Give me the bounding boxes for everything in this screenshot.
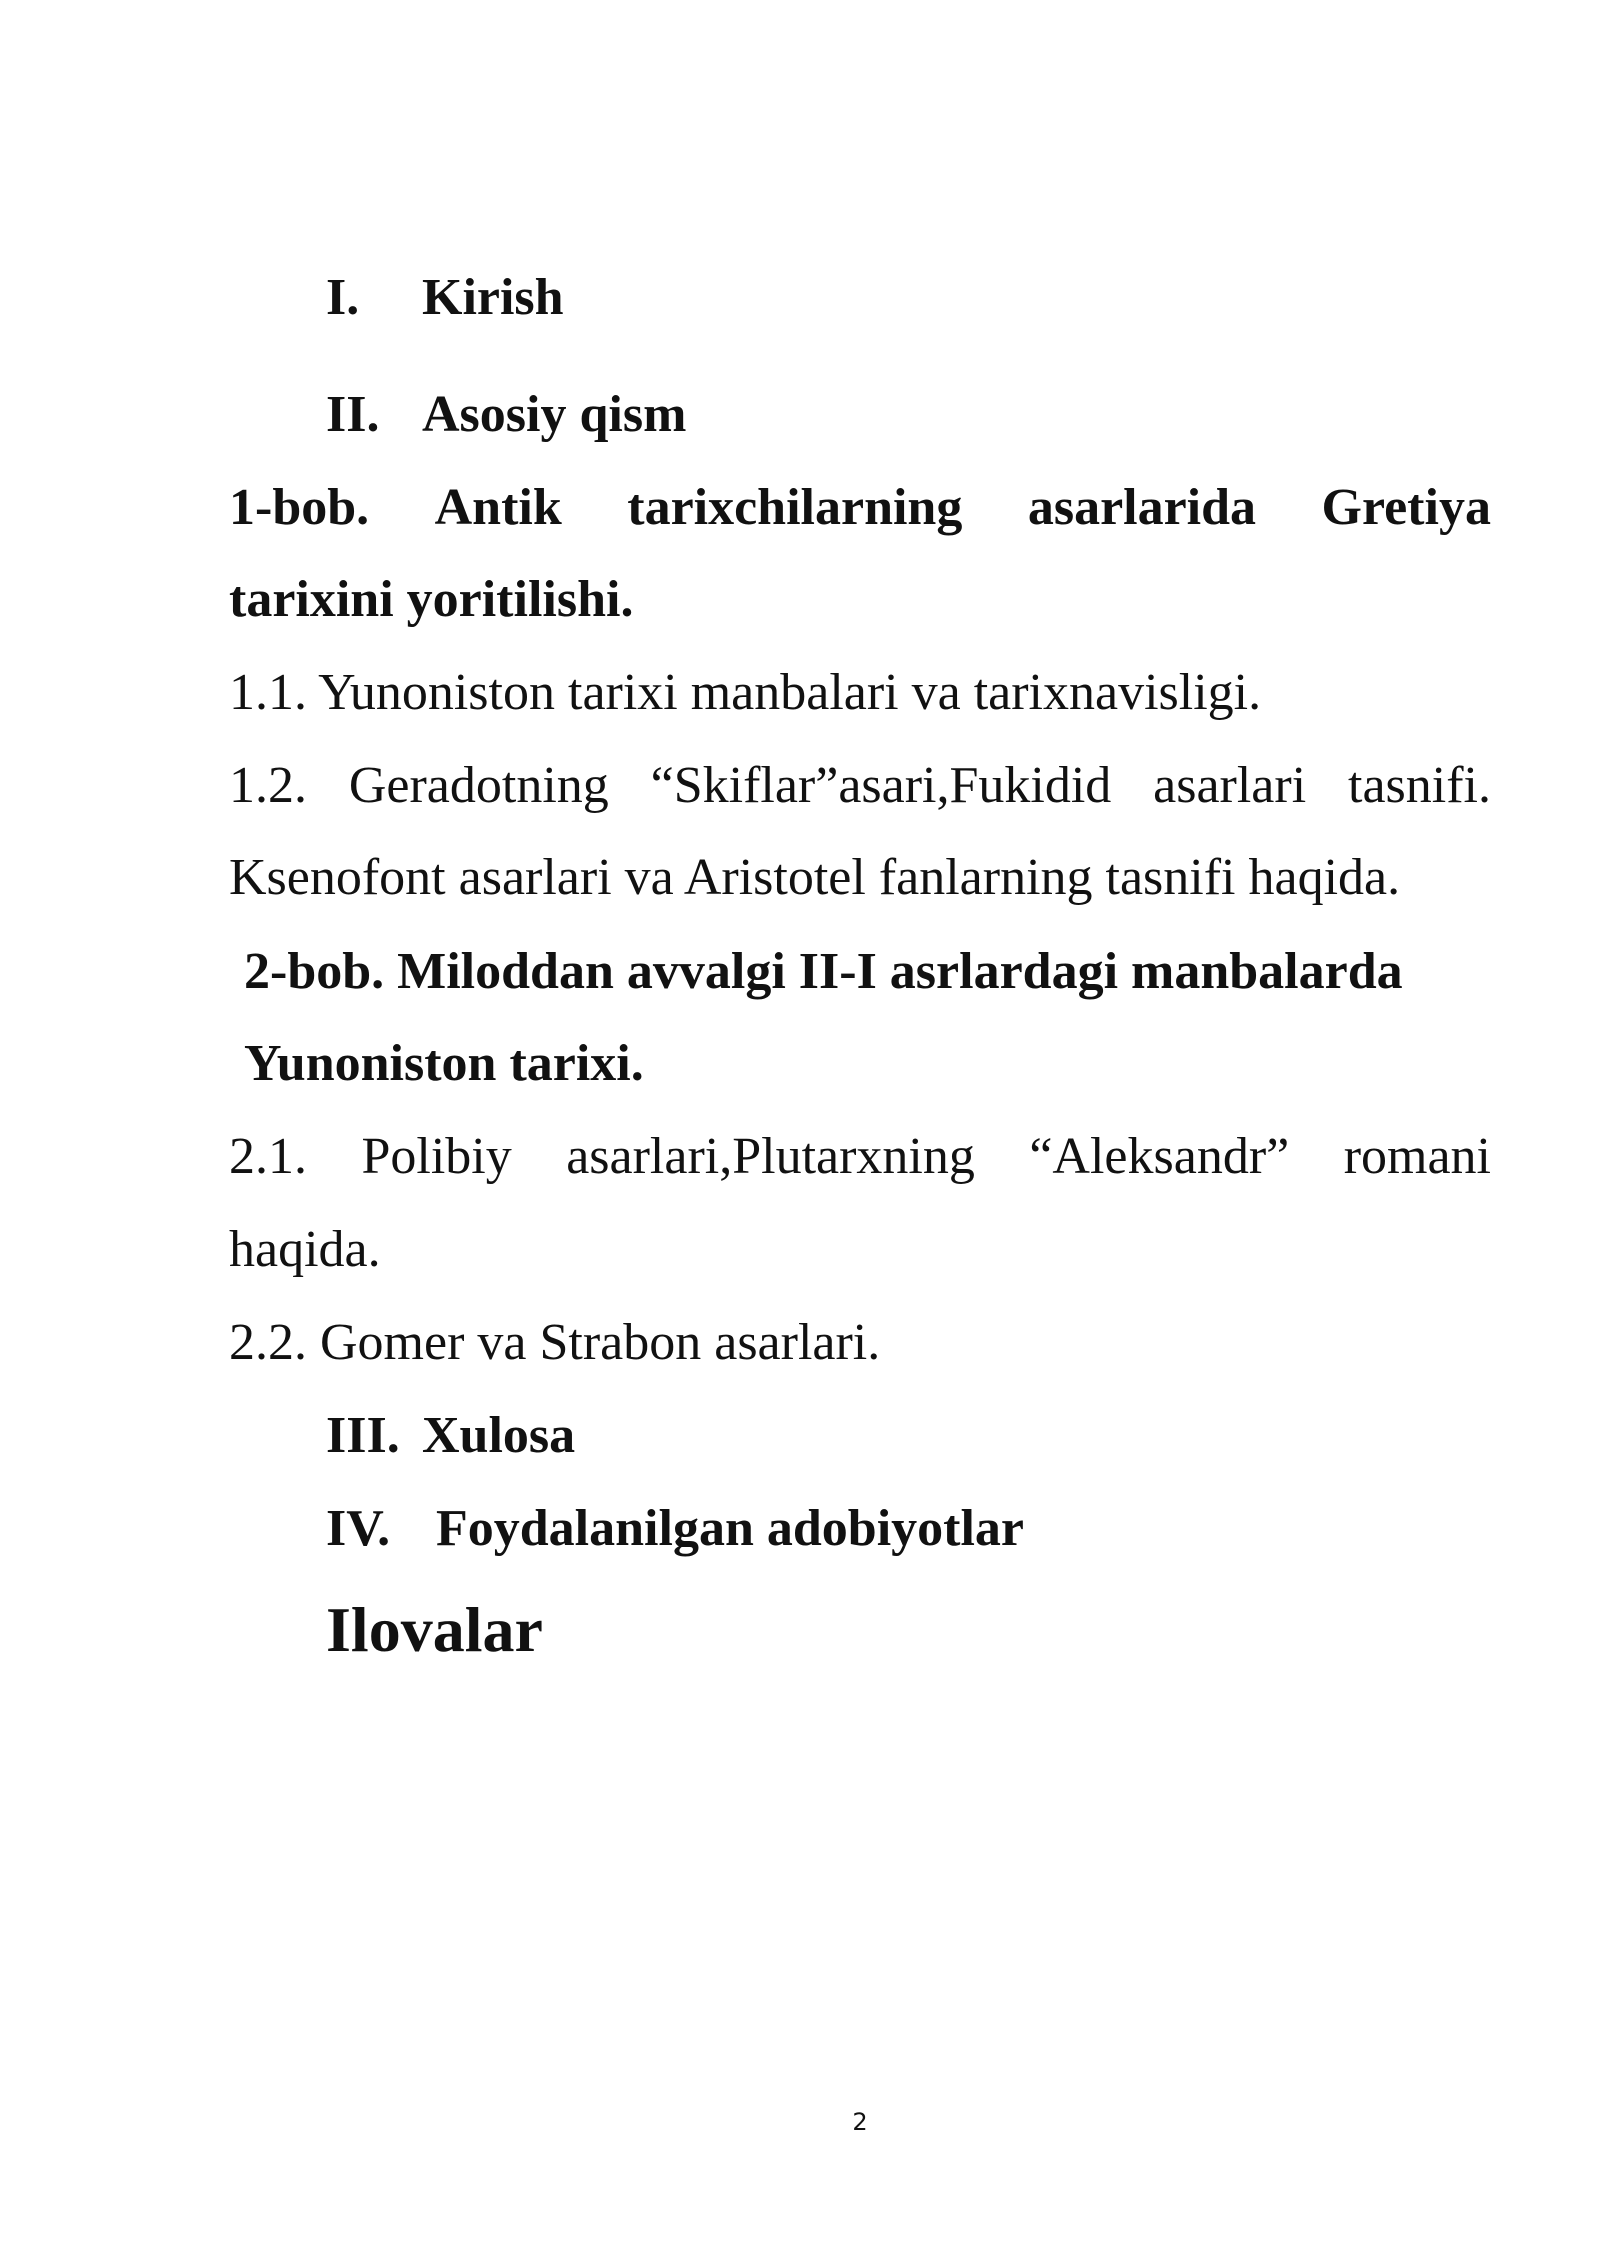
- toc-item-xulosa: [326, 1406, 575, 1466]
- word: tasnifi.: [1348, 757, 1491, 814]
- word: Gretiya: [1321, 479, 1491, 536]
- chapter-1-heading-line-2: tarixini yoritilishi.: [229, 571, 634, 628]
- chapter-2-heading-line-1: 2-bob. Miloddan avvalgi II-I asrlardagi manbalarda: [244, 943, 1403, 1000]
- word: romani: [1343, 1128, 1491, 1185]
- word: Antik: [434, 479, 562, 536]
- word: 1-bob.: [229, 479, 370, 536]
- chapter-1-heading-line-1: [229, 478, 1491, 538]
- word: asarlarida: [1027, 479, 1257, 536]
- page-number: 2: [852, 2108, 868, 2136]
- section-2-2: 2.2. Gomer va Strabon asarlari.: [229, 1314, 881, 1371]
- toc-numeral: I.: [326, 269, 360, 326]
- toc-label: Foydalanilgan adobiyotlar: [436, 1500, 1024, 1557]
- word: “Aleksandr”: [1029, 1128, 1290, 1185]
- toc-label: Xulosa: [422, 1407, 576, 1464]
- toc-item-foydalanilgan-adobiyotlar: [326, 1499, 1024, 1559]
- toc-numeral: IV.: [326, 1500, 391, 1557]
- toc-numeral: III.: [326, 1407, 400, 1464]
- section-1-1: 1.1. Yunoniston tarixi manbalari va tarixnavisligi.: [229, 664, 1262, 721]
- word: asarlari: [1153, 757, 1307, 814]
- word: tarixchilarning: [627, 479, 963, 536]
- toc-item-ilovalar: Ilovalar: [326, 1594, 543, 1665]
- section-2-1-line-1: [229, 1127, 1491, 1187]
- section-1-2-line-1: [229, 756, 1491, 816]
- word: “Skiflar”asari,Fukidid: [650, 757, 1112, 814]
- toc-numeral: II.: [326, 386, 380, 443]
- section-2-1-line-2: haqida.: [229, 1221, 381, 1278]
- toc-label: Asosiy qism: [422, 386, 687, 443]
- word: asarlari,Plutarxning: [566, 1128, 975, 1185]
- chapter-2-heading-line-2: Yunoniston tarixi.: [244, 1035, 644, 1092]
- toc-item-asosiy-qism: [326, 385, 686, 445]
- word: Polibiy: [361, 1128, 512, 1185]
- word: 2.1.: [229, 1128, 307, 1185]
- toc-item-kirish: [326, 268, 564, 328]
- toc-label: Kirish: [422, 269, 564, 326]
- section-1-2-line-2: Ksenofont asarlari va Aristotel fanlarning tasnifi haqida.: [229, 849, 1401, 906]
- word: Geradotning: [348, 757, 609, 814]
- word: 1.2.: [229, 757, 307, 814]
